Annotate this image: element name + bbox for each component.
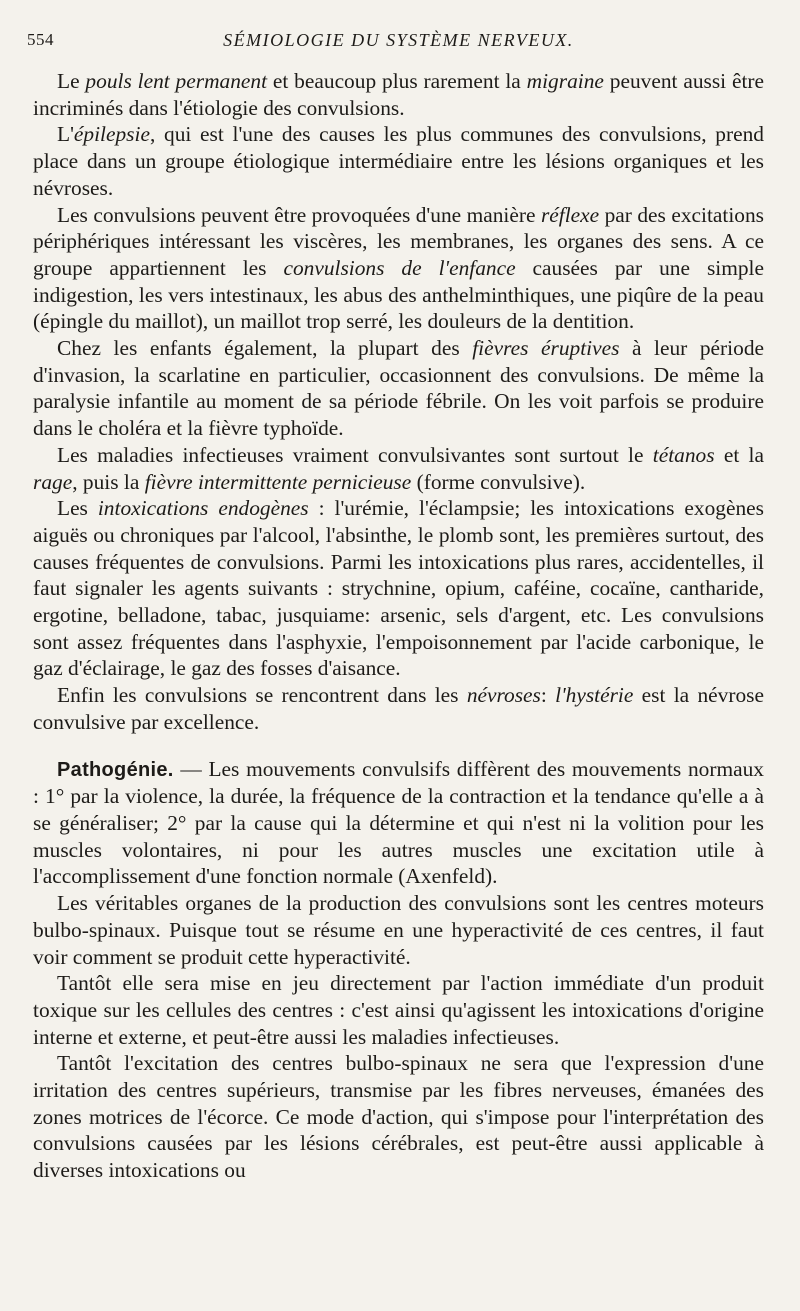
paragraph (33, 682, 764, 735)
italic-term: fièvres éruptives (472, 336, 620, 361)
paragraph (33, 442, 764, 495)
paragraph (33, 970, 764, 1050)
paragraph (33, 756, 764, 891)
page-header (27, 26, 764, 58)
text-run: par des excitations périphériques intéressant les viscères, les membranes, les organes des sens. A ce groupe appartiennent les (33, 202, 764, 280)
text-run: peuvent aussi être incriminés dans l'étiologie des convulsions. (33, 69, 765, 120)
text-run: et la (714, 442, 764, 467)
italic-term: pouls lent permanent (85, 69, 268, 93)
text-run: Le (57, 69, 86, 93)
paragraph (33, 121, 764, 201)
text-run: Tantôt l'excitation des centres bulbo-spinaux ne sera que l'expression d'une irritation des centres supérieurs, transmise par les fibres nerveuses, émanées des zones motrices de l'écorce. Ce mode d'action, qui s'impose pour l'interprétation des convulsions causées par les lésions cérébrales, est peut-être aussi applicable à diverses intoxications ou (33, 1051, 764, 1183)
text-run: Les véritables organes de la production des convulsions sont les centres moteurs bulbo-spinaux. Puisque tout se résume en une hyperactivité de ces centres, il faut voir comment se produit cette hyperactivité. (33, 891, 764, 969)
text-run: : (540, 683, 556, 708)
italic-term: migraine (526, 69, 604, 93)
paragraph (33, 68, 764, 121)
italic-term: fièvre intermittente pernicieuse (144, 469, 412, 494)
paragraph (33, 890, 764, 970)
body-text (33, 68, 764, 1184)
page-number: 554 (27, 30, 54, 49)
text-run: et beaucoup plus rarement la (267, 69, 527, 93)
italic-term: intoxications endogènes (97, 496, 309, 521)
text-run: Les convulsions peuvent être provoquées d'une manière (57, 202, 541, 227)
text-run: Tantôt elle sera mise en jeu directement par l'action immédiate d'un produit toxique sur les cellules des centres : c'est ainsi qu'agissent les intoxications d'origine interne et externe, et peut-être aussi les maladies infectieuses. (33, 971, 764, 1049)
text-run: , qui est l'une des causes les plus communes des convulsions, prend place dans un groupe étiologique intermédiaire entre les lésions organiques et les névroses. (33, 122, 764, 200)
running-title: SÉMIOLOGIE DU SYSTÈME NERVEUX. (223, 30, 574, 50)
text-run: causées par une simple indigestion, les vers intestinaux, les abus des anthelminthiques, une piqûre de la peau (épingle du maillot), un maillot trop serré, les douleurs de la dentition. (33, 255, 764, 334)
text-run: à leur période d'invasion, la scarlatine en particulier, occasionnent des convulsions. De même la paralysie infantile au moment de sa période fébrile. On les voit parfois se produire dans le choléra et la fièvre typhoïde. (33, 336, 765, 441)
italic-term: l'hystérie (555, 683, 634, 708)
section-heading: Pathogénie. (57, 758, 174, 781)
italic-term: rage (33, 469, 73, 494)
paragraph (33, 202, 764, 336)
text-run: Les maladies infectieuses vraiment convulsivantes sont surtout le (57, 442, 653, 467)
text-run: — Les mouvements convulsifs diffèrent des mouvements normaux : 1° par la violence, la durée, la fréquence de la contraction et la tendance qu'elle a à se généraliser; 2° par la cause qui la détermine et qui n'est ni la volition pour les muscles volontaires, ni pour les autres muscles une excitation utile à l'accomplissement d'une fonction normale (Axenfeld). (33, 756, 764, 889)
text-run: Chez les enfants également, la plupart des (57, 336, 473, 361)
paragraph (33, 495, 764, 682)
italic-term: tétanos (652, 442, 715, 467)
text-run: (forme convulsive). (411, 469, 586, 494)
italic-term: réflexe (540, 202, 600, 227)
text-run: Enfin les convulsions se rencontrent dans les (57, 683, 467, 708)
text-run: , puis la (72, 469, 145, 494)
italic-term: épilepsie (73, 122, 150, 147)
text-run: Les (57, 496, 98, 521)
paragraph (33, 335, 764, 442)
text-run: : l'urémie, l'éclampsie; les intoxications exogènes aiguës ou chroniques par l'alcool, l'absinthe, le plomb sont, les premières surtout, des causes fréquentes de convulsions. Parmi les intoxications plus rares, accidentelles, il faut signaler les agents suivants : strychnine, opium, caféine, cocaïne, cantharide, ergotine, belladone, tabac, jusquiame: arsenic, sels d'argent, etc. Les convulsions sont assez fréquentes dans l'asphyxie, l'empoisonnement par l'acide carbonique, le gaz d'éclairage, le gaz des fosses d'aisance. (33, 496, 765, 681)
italic-term: convulsions de l'enfance (283, 255, 516, 280)
text-run: est la névrose convulsive par excellence. (33, 683, 764, 734)
text-run: L' (57, 122, 74, 147)
paragraph (33, 1050, 764, 1184)
italic-term: névroses (466, 683, 541, 708)
